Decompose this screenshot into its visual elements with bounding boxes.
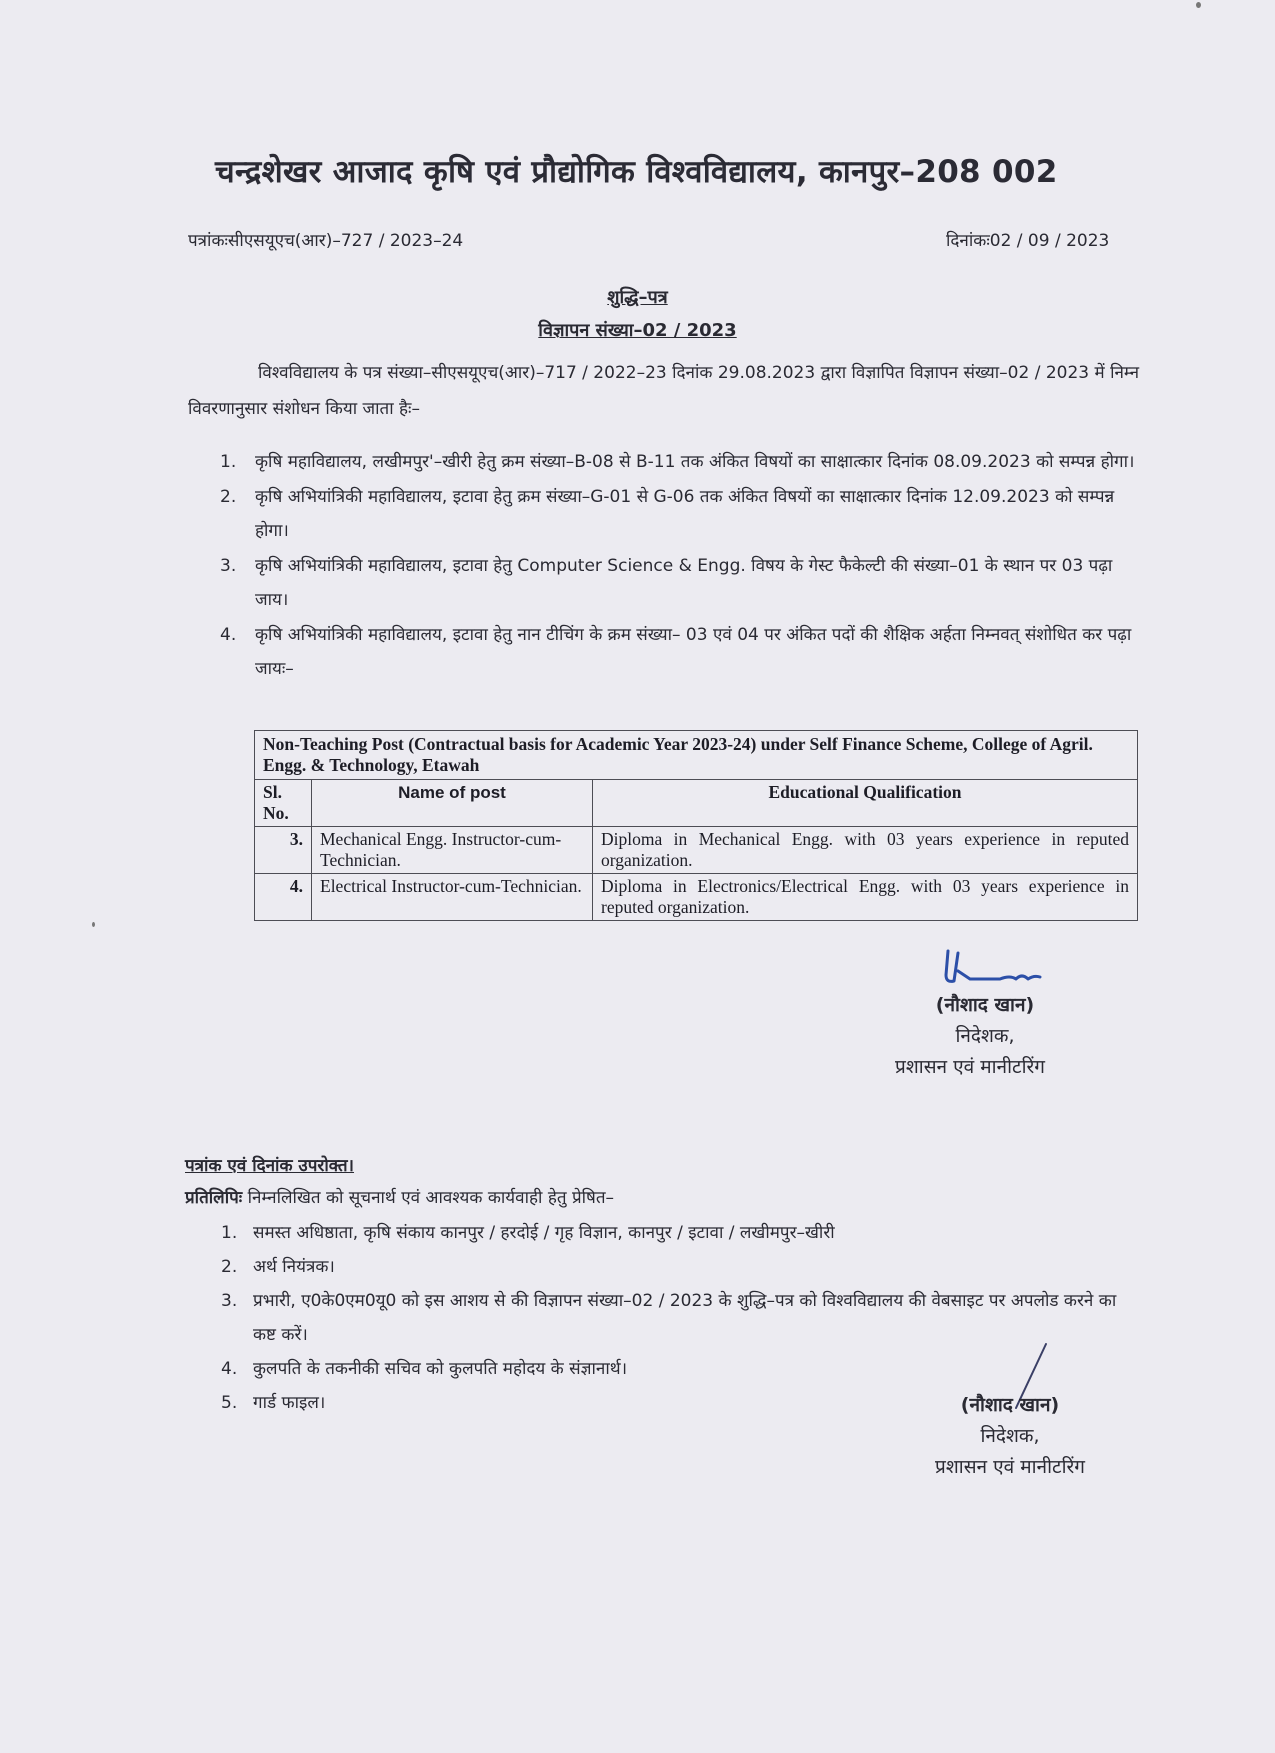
qualification-table xyxy=(254,730,1138,921)
table-row xyxy=(255,874,1138,921)
copy-to-section xyxy=(185,1150,1125,1420)
amendment-text: कृषि अभियांत्रिकी महाविद्यालय, इटावा हेतु नान टीचिंग के क्रम संख्या– 03 एवं 04 पर अंकित पदों की शैक्षिक अर्हता निम्नवत् संशोधित कर पढ़ा जायः– xyxy=(255,625,1132,679)
recipient-text: प्रभारी, ए0के0एम0यू0 को इस आशय से की विज्ञापन संख्या–02 / 2023 के शुद्धि–पत्र को विश्वविद्यालय की वेबसाइट पर अपलोड करने का कष्ट करें। xyxy=(253,1291,1117,1345)
signatory-name: (नौशाद खान) xyxy=(935,994,1035,1016)
signature-block-2 xyxy=(930,1390,1090,1452)
table-caption: Non-Teaching Post (Contractual basis for Academic Year 2023-24) under Self Finance Scheme, College of Agril. Engg. & Technology, Etawah xyxy=(255,731,1138,780)
signatory-department-1: प्रशासन एवं मानीटरिंग xyxy=(895,1056,1045,1078)
amendment-list xyxy=(220,445,1150,687)
recipient-number: 2. xyxy=(221,1257,238,1277)
copy-recipient xyxy=(221,1352,1125,1386)
table-row xyxy=(255,827,1138,874)
signatory-department-2: प्रशासन एवं मानीटरिंग xyxy=(935,1456,1085,1478)
amendment-text: कृषि अभियांत्रिकी महाविद्यालय, इटावा हेतु Computer Science & Engg. विषय के गेस्ट फैकेल्टी की संख्या–01 के स्थान पर 03 पढ़ा जाय। xyxy=(255,556,1113,610)
row-qualification: Diploma in Mechanical Engg. with 03 years experience in reputed organization. xyxy=(593,827,1138,874)
amendment-text: कृषि महाविद्यालय, लखीमपुर'–खीरी हेतु क्रम संख्या–B-08 से B-11 तक अंकित विषयों का साक्षात्कार दिनांक 08.09.2023 को सम्पन्न होगा। xyxy=(255,452,1135,472)
amendment-item xyxy=(220,480,1150,548)
row-sl-no: 3. xyxy=(255,827,312,874)
signatory-name: (नौशाद खान) xyxy=(960,1394,1060,1416)
signature-mark xyxy=(940,945,1045,990)
amendment-item xyxy=(220,618,1150,686)
amendment-text: कृषि अभियांत्रिकी महाविद्यालय, इटावा हेतु क्रम संख्या–G-01 से G-06 तक अंकित विषयों का साक्षात्कार दिनांक 12.09.2023 को सम्पन्न होगा। xyxy=(255,487,1115,541)
header-educational-qualification: Educational Qualification xyxy=(593,780,1138,827)
header-sl-no: Sl. No. xyxy=(255,780,312,827)
copy-intro-text: निम्नलिखित को सूचनार्थ एवं आवश्यक कार्यवाही हेतु प्रेषित– xyxy=(247,1188,615,1208)
row-qualification: Diploma in Electronics/Electrical Engg. with 03 years experience in reputed organization. xyxy=(593,874,1138,921)
signatory-designation: निदेशक, xyxy=(980,1425,1040,1447)
university-title: चन्द्रशेखर आजाद कृषि एवं प्रौद्योगिक विश्वविद्यालय, कानपुर–208 002 xyxy=(215,154,1058,190)
recipient-text: कुलपति के तकनीकी सचिव को कुलपति महोदय के संज्ञानार्थ। xyxy=(253,1359,628,1379)
signature-block-1 xyxy=(905,990,1065,1052)
header-name-of-post: Name of post xyxy=(312,780,593,827)
table-header-row xyxy=(255,780,1138,827)
recipient-number: 1. xyxy=(221,1223,238,1243)
advertisement-number: विज्ञापन संख्या–02 / 2023 xyxy=(538,320,737,341)
recipient-number: 3. xyxy=(221,1291,238,1311)
corrigendum-title: शुद्धि–पत्र xyxy=(607,287,668,308)
recipient-text: गार्ड फाइल। xyxy=(253,1393,326,1413)
amendment-number: 4. xyxy=(220,625,237,645)
row-post-name: Mechanical Engg. Instructor-cum- Technician. xyxy=(312,827,593,874)
recipient-text: अर्थ नियंत्रक। xyxy=(253,1257,335,1277)
amendment-number: 2. xyxy=(220,487,237,507)
copy-recipient xyxy=(221,1216,1125,1250)
row-post-name: Electrical Instructor-cum-Technician. xyxy=(312,874,593,921)
amendment-item xyxy=(220,549,1150,617)
copy-recipient xyxy=(221,1250,1125,1284)
copy-recipient xyxy=(221,1284,1125,1352)
recipient-number: 4. xyxy=(221,1359,238,1379)
recipient-text: समस्त अधिष्ठाता, कृषि संकाय कानपुर / हरदोई / गृह विज्ञान, कानपुर / इटावा / लखीमपुर–खीरी xyxy=(253,1223,835,1243)
amendment-number: 3. xyxy=(220,556,237,576)
recipient-number: 5. xyxy=(221,1393,238,1413)
intro-text: विश्वविद्यालय के पत्र संख्या–सीएसयूएच(आर)–717 / 2022–23 दिनांक 29.08.2023 द्वारा विज्ञापित विज्ञापन संख्या–02 / 2023 में निम्न विवरणानुसार संशोधन किया जाता हैः– xyxy=(188,363,1140,419)
qualification-table-wrapper xyxy=(254,730,1138,921)
copy-label: प्रतिलिपिः xyxy=(185,1188,243,1208)
scan-speck xyxy=(1196,2,1201,8)
copy-intro xyxy=(185,1182,1125,1214)
signatory-designation: निदेशक, xyxy=(955,1025,1015,1047)
intro-paragraph xyxy=(188,355,1148,427)
letter-date: दिनांकः02 / 09 / 2023 xyxy=(946,231,1110,251)
row-sl-no: 4. xyxy=(255,874,312,921)
scan-speck xyxy=(92,922,95,927)
amendment-number: 1. xyxy=(220,452,237,472)
copy-heading: पत्रांक एवं दिनांक उपरोक्त। xyxy=(185,1156,355,1176)
amendment-item xyxy=(220,445,1150,479)
reference-number: पत्रांकःसीएसयूएच(आर)–727 / 2023–24 xyxy=(188,231,464,251)
